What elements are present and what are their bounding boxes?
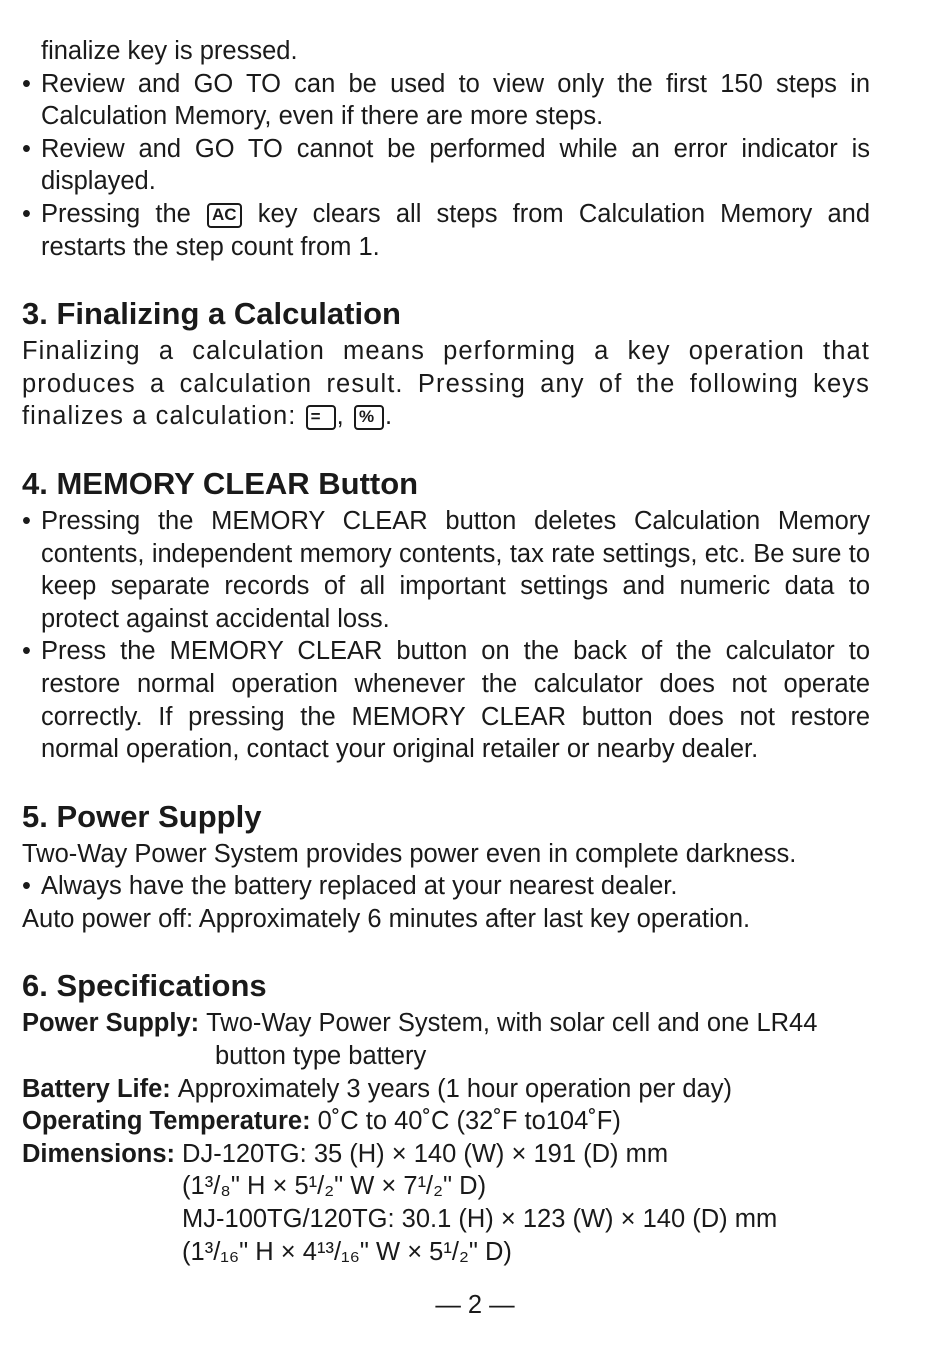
bullet-dot: • (22, 872, 31, 901)
spec-temperature (22, 1105, 870, 1138)
bullet-text-ac (41, 198, 870, 263)
sentence-end: . (385, 402, 394, 431)
spec-dimensions (22, 1138, 870, 1268)
ac-key-icon: AC (207, 203, 242, 228)
dim-line: DJ-120TG: 35 (H) × 140 (W) × 191 (D) mm (182, 1139, 669, 1168)
section-power-supply (22, 798, 870, 936)
dim-line: (1³/₁₆" H × 4¹³/₁₆" W × 5¹/₂" D) (182, 1237, 512, 1266)
spec-value: Approximately 3 years (1 hour operation per day) (177, 1074, 732, 1103)
bullet-dot: • (22, 134, 31, 163)
section-finalizing (22, 295, 870, 433)
list-item (22, 198, 870, 263)
spec-value-cont: button type battery (215, 1042, 427, 1071)
spec-label: Power Supply: (22, 1009, 200, 1038)
bullet-text: Always have the battery replaced at your nearest dealer. (41, 872, 678, 901)
page-number: — 2 — (435, 1291, 515, 1319)
list-item (22, 68, 870, 133)
section-title: 5. Power Supply (22, 798, 262, 834)
intro-continuation: finalize key is pressed. (41, 37, 298, 65)
bullet-text: Review and GO TO cannot be performed while an error indicator is displayed. (41, 134, 870, 196)
ac-after: key clears all steps from Calculation Memory and restarts the step count from 1. (41, 199, 870, 261)
bullet-dot: • (22, 199, 31, 228)
key-separator: , (336, 402, 345, 431)
spec-label: Dimensions: (22, 1139, 176, 1168)
bullet-dot: • (22, 506, 31, 535)
section-body (22, 335, 870, 433)
section-title: 4. MEMORY CLEAR Button (22, 465, 419, 501)
spec-value: 0˚C to 40˚C (32˚F to104˚F) (317, 1107, 621, 1136)
bullet-text: Pressing the MEMORY CLEAR button deletes Calculation Memory contents, independent memory contents, tax rate settings, etc. Be sure to keep separate records of all important settings and numeric data to protect against accidental loss. (41, 506, 870, 633)
list-item (22, 133, 870, 198)
section-title: 3. Finalizing a Calculation (22, 296, 401, 332)
finalize-text: Finalizing a calculation means performing a key operation that produces a calculation result. Pressing any of the following keys finalizes a calculation: (22, 337, 870, 431)
bullet-text: Review and GO TO can be used to view only the first 150 steps in Calculation Memory, even if there are more steps. (41, 69, 870, 131)
equals-key-icon: = (306, 405, 336, 430)
percent-key-icon: % (354, 405, 384, 430)
section-specifications (22, 967, 870, 1268)
list-item (22, 635, 870, 765)
bullet-dot: • (22, 637, 31, 666)
spec-label: Operating Temperature: (22, 1107, 311, 1136)
dim-line: (1³/₈" H × 5¹/₂" W × 7¹/₂" D) (182, 1172, 487, 1201)
section-memory-clear (22, 465, 870, 766)
ac-before: Pressing the (41, 199, 191, 228)
spec-label: Battery Life: (22, 1074, 171, 1103)
list-item (22, 505, 870, 635)
spec-battery (22, 1073, 870, 1106)
list-item (22, 870, 870, 903)
bullet-dot: • (22, 69, 31, 98)
section-title: 6. Specifications (22, 968, 267, 1004)
power-line-1: Two-Way Power System provides power even in complete darkness. (22, 839, 797, 868)
bullet-text: Press the MEMORY CLEAR button on the back of the calculator to restore normal operation whenever the calculator does not operate correctly. If pressing the MEMORY CLEAR button does not restore normal operation, contact your original retailer or nearby dealer. (41, 637, 870, 764)
spec-power (22, 1007, 870, 1072)
power-line-2: Auto power off: Approximately 6 minutes after last key operation. (22, 904, 751, 933)
dim-line: MJ-100TG/120TG: 30.1 (H) × 123 (W) × 140 (D) mm (182, 1205, 778, 1234)
spec-value (182, 1138, 870, 1268)
spec-value: Two-Way Power System, with solar cell and one LR44 (206, 1009, 818, 1038)
intro-block (22, 35, 870, 263)
